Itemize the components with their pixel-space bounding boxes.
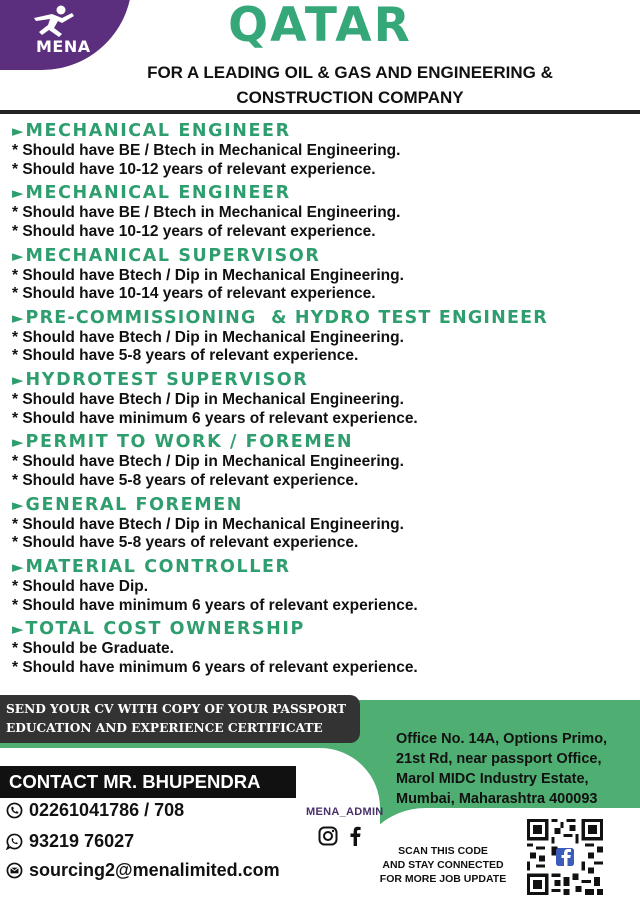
email-contact[interactable] xyxy=(6,860,280,881)
phone-icon xyxy=(6,802,23,819)
job-title-text: HYDROTEST SUPERVISOR xyxy=(25,370,309,391)
job-title xyxy=(12,369,640,391)
job-item xyxy=(12,369,640,431)
address-line: Office No. 14A, Options Primo, xyxy=(396,731,608,747)
whatsapp-contact[interactable] xyxy=(6,831,134,852)
job-title xyxy=(12,494,640,516)
job-title xyxy=(12,431,640,453)
job-item xyxy=(12,431,640,493)
social-links xyxy=(318,826,362,846)
arrow-icon: ► xyxy=(12,558,24,577)
facebook-icon[interactable] xyxy=(348,826,362,846)
job-requirement: * Should have 10-12 years of relevant experience. xyxy=(12,222,376,240)
arrow-icon: ► xyxy=(12,122,24,140)
office-address xyxy=(396,729,640,809)
job-requirement: * Should have 10-12 years of relevant experience. xyxy=(12,160,376,178)
arrow-icon: ► xyxy=(12,246,24,265)
scan-line: SCAN THIS CODE xyxy=(398,845,488,857)
job-requirement: * Should have Btech / Dip in Mechanical Engineering. xyxy=(12,515,404,533)
address-line: Mumbai, Maharashtra 400093 xyxy=(396,791,598,807)
job-requirement: * Should have BE / Btech in Mechanical Engineering. xyxy=(12,204,401,222)
contact-person-banner: CONTACT MR. BHUPENDRA xyxy=(0,766,296,798)
header-divider xyxy=(0,110,640,114)
instagram-icon[interactable] xyxy=(318,826,338,846)
job-requirement: * Should have 5-8 years of relevant experience. xyxy=(12,471,359,489)
job-requirement: * Should have Btech / Dip in Mechanical Engineering. xyxy=(12,391,404,409)
arrow-icon: ► xyxy=(12,433,24,452)
job-requirement: * Should have 5-8 years of relevant experience. xyxy=(12,534,359,552)
job-item xyxy=(12,182,640,244)
job-title xyxy=(12,245,640,267)
job-title-text: PRE-COMMISSIONING & HYDRO TEST ENGINEER xyxy=(25,307,548,328)
subtitle-line-1: FOR A LEADING OIL & GAS AND ENGINEERING & xyxy=(147,63,553,82)
cv-instruction-line-2: EDUCATION AND EXPERIENCE CERTIFICATE xyxy=(6,721,323,735)
company-subtitle xyxy=(100,60,600,110)
job-title xyxy=(12,182,640,204)
phone-number: 02261041786 / 708 xyxy=(29,800,185,820)
phone-contact[interactable] xyxy=(6,800,184,821)
arrow-icon: ► xyxy=(12,371,24,390)
subtitle-line-2: CONSTRUCTION COMPANY xyxy=(236,88,464,107)
address-line: 21st Rd, near passport Office, xyxy=(396,751,602,767)
job-item xyxy=(12,245,640,307)
job-requirement: * Should have 10-14 years of relevant experience. xyxy=(12,285,376,303)
job-item xyxy=(12,618,640,680)
logo-text: MENA xyxy=(36,37,91,56)
job-title xyxy=(12,307,640,329)
scan-line: AND STAY CONNECTED xyxy=(382,859,504,871)
job-requirement: * Should have Btech / Dip in Mechanical Engineering. xyxy=(12,453,404,471)
job-requirement: * Should have minimum 6 years of relevant experience. xyxy=(12,409,418,427)
job-item xyxy=(12,494,640,556)
job-requirement: * Should have Btech / Dip in Mechanical Engineering. xyxy=(12,328,404,346)
job-item xyxy=(12,556,640,618)
job-title xyxy=(12,618,640,640)
job-item xyxy=(12,120,640,182)
qr-code[interactable] xyxy=(527,819,603,895)
job-title-text: MECHANICAL SUPERVISOR xyxy=(25,245,321,266)
country-heading: QATAR xyxy=(228,0,412,53)
email-icon xyxy=(6,862,23,879)
arrow-icon: ► xyxy=(12,184,24,203)
job-title-text: PERMIT TO WORK / FOREMEN xyxy=(25,432,354,453)
job-requirement: * Should have Dip. xyxy=(12,578,149,596)
job-requirement: * Should be Graduate. xyxy=(12,640,174,658)
job-title xyxy=(12,556,640,578)
arrow-icon: ► xyxy=(12,308,24,327)
address-line: Marol MIDC Industry Estate, xyxy=(396,771,589,787)
send-cv-banner xyxy=(0,695,360,743)
whatsapp-number: 93219 76027 xyxy=(29,831,135,851)
cv-instruction-line-1: SEND YOUR CV WITH COPY OF YOUR PASSPORT xyxy=(6,702,347,716)
job-requirement: * Should have minimum 6 years of relevant experience. xyxy=(12,658,418,676)
job-requirement: * Should have minimum 6 years of relevant experience. xyxy=(12,596,418,614)
job-title-text: MECHANICAL ENGINEER xyxy=(25,183,291,204)
email-address: sourcing2@menalimited.com xyxy=(29,860,280,880)
job-title-text: MECHANICAL ENGINEER xyxy=(25,121,291,141)
whatsapp-icon xyxy=(6,833,23,850)
scan-line: FOR MORE JOB UPDATE xyxy=(379,873,507,885)
job-list xyxy=(12,120,640,681)
job-title-text: TOTAL COST OWNERSHIP xyxy=(25,619,305,640)
scan-code-caption xyxy=(368,844,518,886)
job-requirement: * Should have Btech / Dip in Mechanical Engineering. xyxy=(12,266,404,284)
job-requirement: * Should have BE / Btech in Mechanical Engineering. xyxy=(12,142,401,159)
job-title xyxy=(12,120,640,142)
job-item xyxy=(12,307,640,369)
job-title-text: GENERAL FOREMEN xyxy=(25,494,244,515)
arrow-icon: ► xyxy=(12,495,24,514)
social-handle: MENA_ADMIN xyxy=(306,806,384,818)
arrow-icon: ► xyxy=(12,620,24,639)
job-title-text: MATERIAL CONTROLLER xyxy=(25,557,291,578)
job-requirement: * Should have 5-8 years of relevant experience. xyxy=(12,347,359,365)
